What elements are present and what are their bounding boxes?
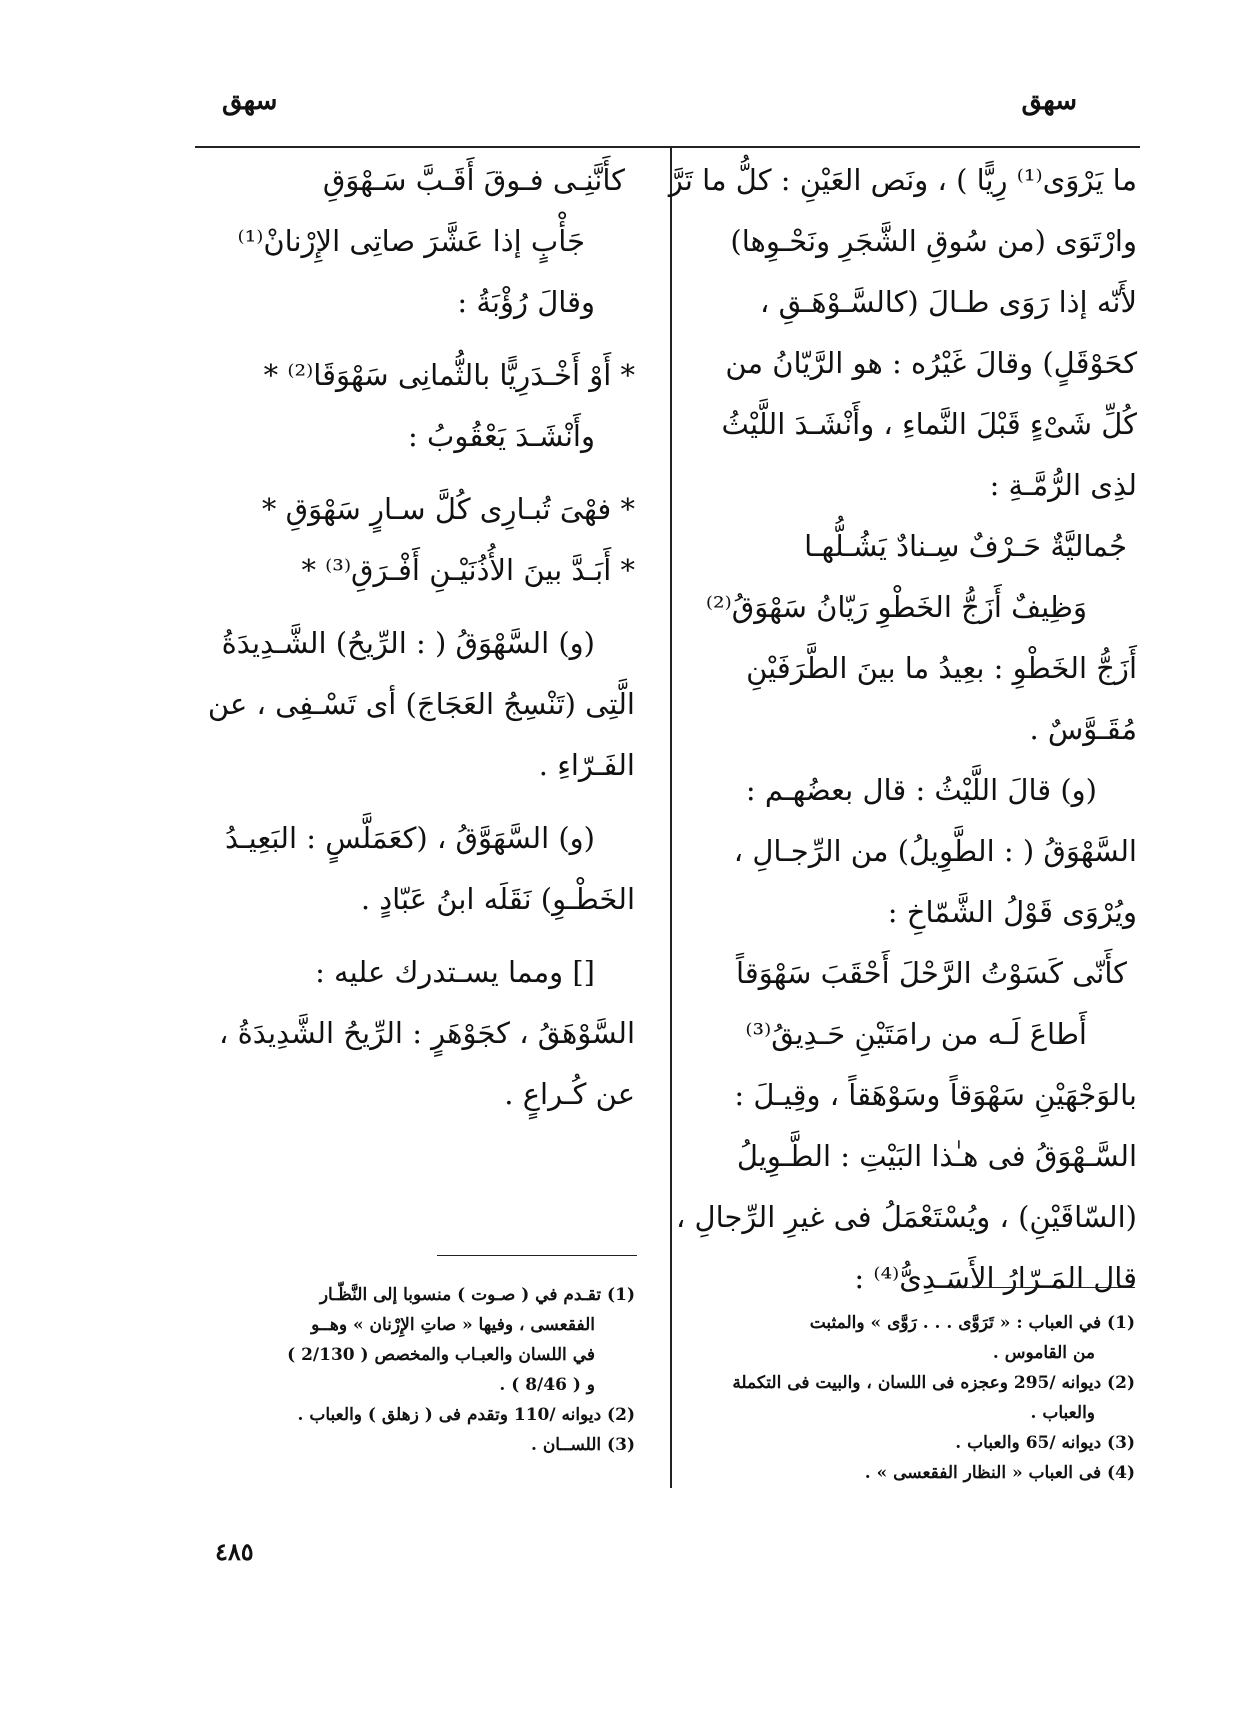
text-line: السَّـهْوَقُ فى هـٰذا البَيْتِ : الطَّـوِيلُ [736,1139,1137,1173]
running-header-left: سهق [222,86,278,116]
verse-line: * فهْىَ تُبـارِى كُلَّ سـارٍ سَهْوَقِ * [261,492,635,526]
verse-line: جَأْبٍ إذا عَشَّرَ صاتِى الإِرْنانْ⁽¹⁾ [237,224,585,258]
footnote: (3) اللســان . [530,1435,635,1455]
footnote: (1) في العباب : « تَرَوَّى . . . رَوَّى » والمثبت [809,1313,1135,1333]
footnotes-right [615,1308,1135,1488]
footnote: (4) فى العباب « النظار الفقعسى » . [864,1463,1135,1483]
running-header-right: سهق [1021,86,1077,116]
text-line: بالوَجْهَيْنِ سَهْوَقاً وسَوْهَقاً ، وقِيـلَ : [734,1078,1137,1112]
text-line: عن كُـراعٍ . [504,1077,635,1111]
left-column [165,150,635,1125]
text-line: وقالَ رُؤْبَةُ : [457,285,595,319]
footnote-rule-left [437,1255,637,1256]
header-rule [195,146,1140,148]
text-line: السَّهْوَقُ ( : الطَّوِيلُ) من الرِّجـالِ ، [733,834,1137,868]
text-line: أَزَجُّ الخَطْوِ : بعِيدُ ما بينَ الطَّرَفَيْنِ [746,651,1137,685]
text-line: كُلِّ شَىْءٍ قَبْلَ النَّماءِ ، وأَنْشَـدَ اللَّيْثُ [721,407,1137,441]
footnote: في اللسان والعبـاب والمخصص ( 2/130 ) [287,1345,595,1365]
text-line: قال المَـرّارُ الأَسَـدِىُّ⁽⁴⁾ : [854,1261,1137,1295]
footnote: (2) ديوانه /110 وتقدم فى ( زهلق ) والعباب . [297,1405,635,1425]
text-line: وأَنْشَـدَ يَعْقُوبُ : [408,419,595,453]
verse-line: * أَوْ أَخْـدَرِيًّا بالثُّمانِى سَهْوَقَا⁽²⁾ * [263,358,635,392]
verse-line: * أَبَـدَّ بينَ الأُذُنَيْـنِ أَفْـرَقِ⁽³⁾ * [301,553,635,587]
verse-line: أَطاعَ لَـه من رامَتَيْنِ حَـدِيقُ⁽³⁾ [745,1017,1087,1051]
page-number: ٤٨٥ [215,1537,254,1566]
text-line: الخَطْـوِ) نَقَلَه ابنُ عَبّادٍ . [360,882,635,916]
text-line: (و) السَّهْوَقُ ( : الرِّيحُ) الشَّـدِيدَةُ [221,626,595,660]
footnote-rule-right [935,1287,1135,1288]
verse-line: كأَنَّنِـى فـوقَ أَقَـبَّ سَـهْوَقِ [322,163,625,197]
text-line: السَّوْهَقُ ، كجَوْهَرٍ : الرِّيحُ الشَّدِيدَةُ ، [219,1016,635,1050]
text-line: كحَوْقَلٍ) وقالَ غَيْرُه : هو الرَّيّانُ من [725,346,1137,380]
footnote: (1) تقـدم في ( صـوت ) منسوبا إلى النَّظّـار [319,1285,635,1305]
verse-line: جُماليَّةٌ حَـرْفٌ سِـنادٌ يَشُـلُّهـا [804,529,1127,563]
footnotes-left [165,1280,635,1460]
verse-line: كأَنّى كَسَوْتُ الرَّحْلَ أَحْقَبَ سَهْوَقاً [736,956,1127,990]
text-line: [] ومما يسـتدرك عليه : [315,955,595,989]
text-line: (و) قالَ اللَّيْثُ : قال بعضُهـم : [745,773,1097,807]
footnote: والعباب . [1030,1403,1095,1423]
text-line: (السّاقَيْنِ) ، ويُسْتَعْمَلُ فى غيرِ الرِّجالِ ، [675,1200,1137,1234]
footnote: (2) ديوانه /295 وعجزه فى اللسان ، والبيت فى التكملة [732,1373,1135,1393]
text-line: لأَنّه إذا رَوَى طـالَ (كالسَّـوْهَـقِ ، [760,285,1137,319]
right-column [617,150,1137,1309]
text-line: مُقَـوَّسٌ . [1029,712,1137,746]
text-line: (و) السَّهَوَّقُ ، (كعَمَلَّسٍ : البَعِيـدُ [224,821,595,855]
footnote: و ( 8/46 ) . [499,1375,595,1395]
footnote: من القاموس . [992,1343,1095,1363]
footnote: (3) ديوانه /65 والعباب . [955,1433,1135,1453]
text-line: ويُرْوَى قَوْلُ الشَّمّاخِ : [887,895,1137,929]
text-line: الفَـرّاءِ . [538,748,635,782]
text-line: الَّتِى (تَنْسِجُ العَجَاجَ) أى تَسْـفِى ، عن [207,687,635,721]
text-line: ما يَرْوَى⁽¹⁾ رِيًّا ) ، ونَص العَيْنِ : كلُّ ما تَرَّ [668,163,1137,197]
text-line: وارْتَوَى (من سُوقِ الشَّجَرِ ونَحْـوِها) [730,224,1137,258]
footnote: الفقعسى ، وفيها « صاتِ الإِرْنان » وهــو [311,1315,595,1335]
verse-line: وَظِيفٌ أَزَجُّ الخَطْوِ رَيّانُ سَهْوَقُ⁽²⁾ [705,590,1087,624]
text-line: لذِى الرُّمَّـةِ : [989,468,1137,502]
